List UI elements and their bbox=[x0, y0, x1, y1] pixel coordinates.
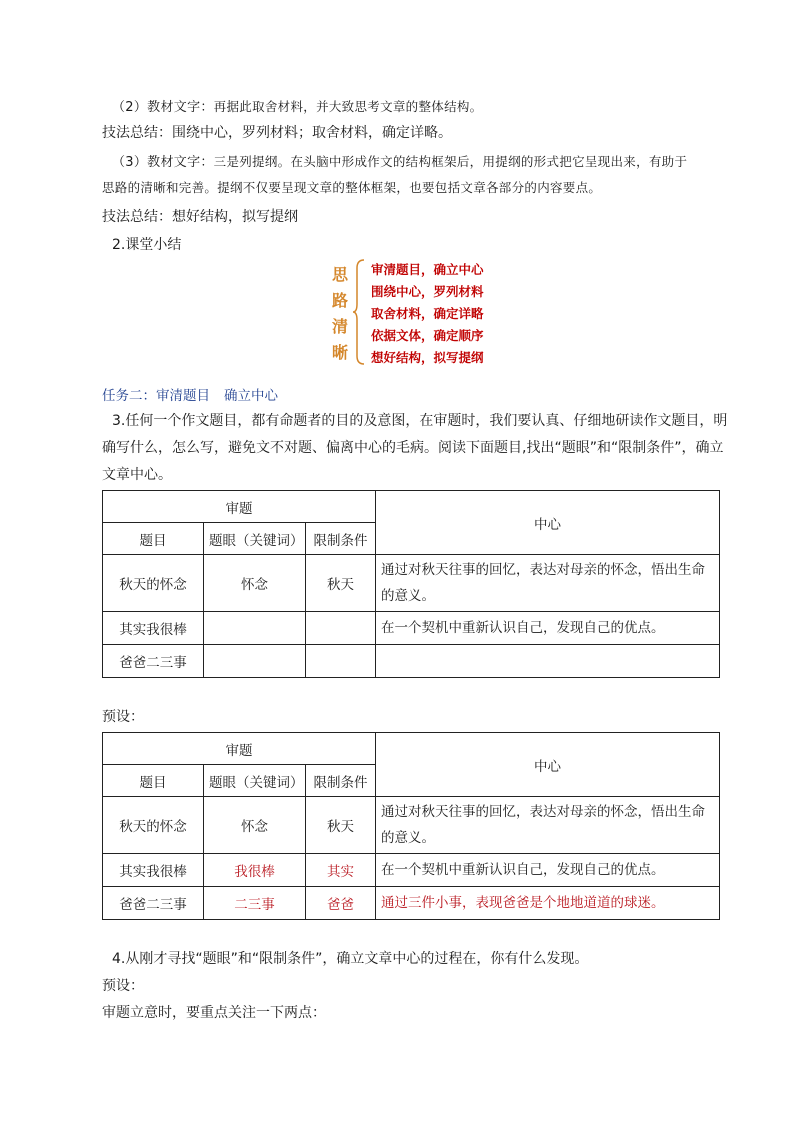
cell-center: 通过对秋天往事的回忆，表达对母亲的怀念，悟出生命的意义。 bbox=[376, 555, 720, 612]
cell-title: 其实我很棒 bbox=[103, 612, 204, 645]
cell-center: 在一个契机中重新认识自己，发现自己的优点。 bbox=[376, 612, 720, 645]
table-row bbox=[103, 854, 720, 887]
cell-limit: 秋天 bbox=[306, 797, 376, 854]
task-2-label-2: 确立中心 bbox=[224, 388, 278, 404]
table-header-keyword: 题眼（关键词） bbox=[204, 523, 306, 555]
question-4-line-1: 4.从刚才寻找“题眼”和“限制条件”，确立文章中心的过程在，你有什么发现。 bbox=[112, 951, 589, 967]
cell-limit: 秋天 bbox=[306, 555, 376, 612]
cell-title: 爸爸二三事 bbox=[103, 887, 204, 920]
cell-center bbox=[376, 645, 720, 678]
cell-keyword-answer: 我很棒 bbox=[204, 854, 306, 887]
mind-map-item: 依据文体，确定顺序 bbox=[371, 328, 484, 343]
paragraph-2-text: 再据此取舍材料，并大致思考文章的整体结构。 bbox=[213, 99, 483, 114]
cell-keyword: 怀念 bbox=[204, 555, 306, 612]
paragraph-3-text-1: 三是列提纲。在头脑中形成作文的结构框架后，用提纲的形式把它呈现出来，有助于 bbox=[213, 154, 688, 169]
table-header-keyword: 题眼（关键词） bbox=[204, 765, 306, 797]
question-4-preset: 预设： bbox=[102, 978, 144, 994]
brace-icon bbox=[352, 258, 366, 366]
table-row bbox=[103, 555, 720, 612]
cell-keyword: 怀念 bbox=[204, 797, 306, 854]
cell-title: 爸爸二三事 bbox=[103, 645, 204, 678]
paragraph-2-prefix: （2）教材文字： bbox=[112, 100, 214, 115]
technique-summary-1: 技法总结：围绕中心，罗列材料；取舍材料，确定详略。 bbox=[102, 125, 452, 141]
task-2-heading bbox=[102, 384, 278, 404]
cell-keyword-answer: 二三事 bbox=[204, 887, 306, 920]
analysis-table-1 bbox=[102, 490, 720, 678]
mind-map-item: 审清题目，确立中心 bbox=[371, 262, 484, 277]
mind-map-char: 思 bbox=[332, 265, 349, 284]
mind-map-char: 路 bbox=[332, 291, 349, 310]
table-header-center: 中心 bbox=[376, 733, 720, 797]
table-header-title: 题目 bbox=[103, 765, 204, 797]
mind-map-item: 取舍材料，确定详略 bbox=[371, 306, 484, 321]
cell-limit bbox=[306, 612, 376, 645]
cell-limit-answer: 爸爸 bbox=[306, 887, 376, 920]
question-3-line-2: 确写什么，怎么写，避免文不对题、偏离中心的毛病。阅读下面题目,找出“题眼”和“限制条件”，确立 bbox=[102, 440, 724, 456]
table-header-center: 中心 bbox=[376, 491, 720, 555]
question-3-line-3: 文章中心。 bbox=[102, 467, 172, 483]
question-3-line-1: 3.任何一个作文题目，都有命题者的目的及意图，在审题时，我们要认真、仔细地研读作文题目，明 bbox=[112, 413, 728, 429]
table-row bbox=[103, 645, 720, 678]
table-header-group: 审题 bbox=[103, 491, 376, 523]
paragraph-3-line-1 bbox=[112, 151, 687, 170]
cell-keyword bbox=[204, 645, 306, 678]
cell-center-answer: 通过三件小事，表现爸爸是个地地道道的球迷。 bbox=[376, 887, 720, 920]
mind-map-item: 围绕中心，罗列材料 bbox=[371, 284, 484, 299]
paragraph-2 bbox=[112, 96, 482, 115]
mind-map-char: 清 bbox=[332, 317, 349, 336]
table-header-group: 审题 bbox=[103, 733, 376, 765]
table-header-title: 题目 bbox=[103, 523, 204, 555]
cell-center: 通过对秋天往事的回忆，表达对母亲的怀念，悟出生命的意义。 bbox=[376, 797, 720, 854]
cell-center: 在一个契机中重新认识自己，发现自己的优点。 bbox=[376, 854, 720, 887]
task-2-label: 任务二：审清题目 bbox=[102, 388, 210, 404]
analysis-table-2 bbox=[102, 732, 720, 920]
preset-label: 预设： bbox=[102, 709, 144, 725]
table-header-limit: 限制条件 bbox=[306, 765, 376, 797]
cell-limit-answer: 其实 bbox=[306, 854, 376, 887]
paragraph-3-prefix: （3）教材文字： bbox=[112, 155, 214, 170]
paragraph-3-line-2: 思路的清晰和完善。提纲不仅要呈现文章的整体框架，也要包括文章各部分的内容要点。 bbox=[102, 180, 602, 195]
mind-map-item: 想好结构，拟写提纲 bbox=[371, 350, 484, 365]
cell-limit bbox=[306, 645, 376, 678]
technique-summary-2: 技法总结：想好结构，拟写提纲 bbox=[102, 209, 298, 225]
cell-title: 秋天的怀念 bbox=[103, 797, 204, 854]
table-row bbox=[103, 887, 720, 920]
cell-title: 其实我很棒 bbox=[103, 854, 204, 887]
table-row bbox=[103, 797, 720, 854]
cell-title: 秋天的怀念 bbox=[103, 555, 204, 612]
table-header-limit: 限制条件 bbox=[306, 523, 376, 555]
table-row bbox=[103, 612, 720, 645]
class-summary-heading: 2.课堂小结 bbox=[112, 237, 182, 253]
cell-keyword bbox=[204, 612, 306, 645]
question-4-line-3: 审题立意时，要重点关注一下两点： bbox=[102, 1005, 326, 1021]
mind-map-char: 晰 bbox=[332, 343, 349, 362]
